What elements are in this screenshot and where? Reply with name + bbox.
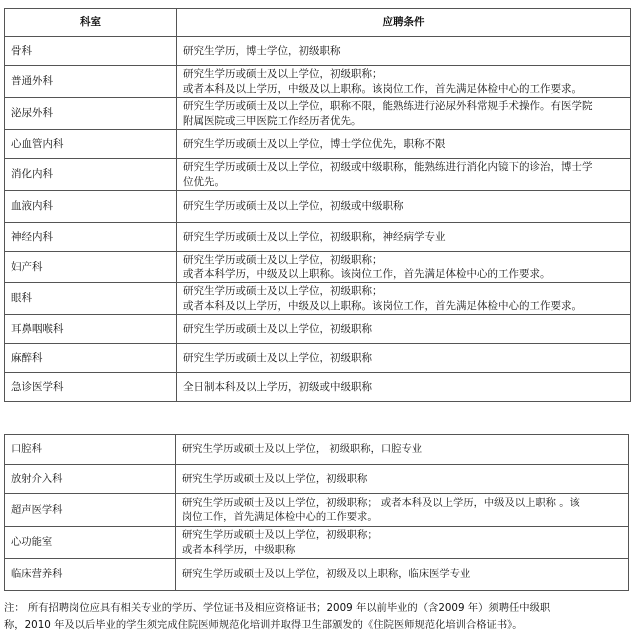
table-row — [5, 373, 631, 402]
requirement-line: 研究生学历或硕士及以上学位，初级职称； — [182, 529, 378, 541]
requirement-line: 位优先。 — [183, 175, 225, 188]
requirements-cell — [176, 465, 629, 494]
department-cell: 神经内科 — [5, 223, 177, 252]
table-row — [5, 494, 629, 527]
table-row — [5, 98, 631, 130]
requirement-line: 岗位工作，首先满足体检中心的工作要求。 — [182, 511, 378, 523]
recruitment-table-main — [4, 8, 631, 402]
requirement-line: 研究生学历或硕士及以上学位，初级或中级职称 — [183, 200, 404, 213]
header-department: 科室 — [5, 9, 177, 37]
requirement-line: 研究生学历或硕士及以上学位，初级职称，神经病学专业 — [183, 230, 446, 243]
table-row — [5, 559, 629, 591]
footnote-line: 称，2010 年及以后毕业的学生须完成住院医师规范化培训并取得卫生部颁发的《住院医师规范化培训合格证书》。 — [4, 619, 523, 631]
table-row — [5, 252, 631, 283]
requirement-line: 研究生学历或硕士及以上学位，初级职称； — [183, 253, 383, 266]
requirement-line: 研究生学历，博士学位，初级职称 — [183, 44, 341, 57]
requirement-line: 全日制本科及以上学历，初级或中级职称 — [183, 380, 372, 393]
table-row — [5, 223, 631, 252]
requirement-line: 研究生学历或硕士及以上学位，初级或中级职称，能熟练进行消化内镜下的诊治，博士学 — [183, 161, 593, 173]
requirement-line: 研究生学历或硕士及以上学位， 初级职称，口腔专业 — [182, 443, 423, 456]
table-row — [5, 315, 631, 344]
header-requirements: 应聘条件 — [177, 9, 631, 37]
requirements-cell — [177, 223, 631, 252]
department-cell: 妇产科 — [5, 252, 177, 283]
table-row — [5, 66, 631, 98]
table-row — [5, 435, 629, 465]
requirement-line: 研究生学历或硕士及以上学位，初级职称 — [183, 351, 372, 364]
department-cell: 急诊医学科 — [5, 373, 177, 402]
footnote — [4, 600, 630, 634]
requirements-cell — [176, 527, 629, 559]
department-cell: 放射介入科 — [5, 465, 176, 494]
table-row — [5, 130, 631, 159]
department-cell: 消化内科 — [5, 159, 177, 191]
department-cell: 血液内科 — [5, 191, 177, 223]
recruitment-table-continued — [4, 434, 629, 591]
requirements-cell — [176, 494, 629, 527]
department-cell: 麻醉科 — [5, 344, 177, 373]
requirement-line: 或者本科及以上学历，中级及以上职称。该岗位工作，首先满足体检中心的工作要求。 — [183, 299, 582, 312]
requirement-line: 研究生学历或硕士及以上学位，博士学位优先，职称不限 — [183, 137, 446, 150]
requirement-line: 或者本科学历，中级及以上职称。该岗位工作，首先满足体检中心的工作要求。 — [183, 268, 551, 280]
table-row — [5, 191, 631, 223]
table-row — [5, 37, 631, 66]
requirements-cell — [177, 344, 631, 373]
department-cell: 普通外科 — [5, 66, 177, 98]
requirement-line: 研究生学历或硕士及以上学位，职称不限，能熟练进行泌尿外科常规手术操作。有医学院 — [183, 100, 593, 112]
department-cell: 骨科 — [5, 37, 177, 66]
requirements-cell — [177, 98, 631, 130]
department-cell: 眼科 — [5, 283, 177, 315]
requirement-line: 或者本科学历，中级职称 — [182, 543, 296, 556]
department-cell: 耳鼻咽喉科 — [5, 315, 177, 344]
requirements-cell — [177, 37, 631, 66]
table-row — [5, 465, 629, 494]
requirements-cell — [177, 283, 631, 315]
requirements-cell — [177, 373, 631, 402]
requirements-cell — [177, 66, 631, 98]
department-cell: 心血管内科 — [5, 130, 177, 159]
requirement-line: 附属医院或三甲医院工作经历者优先。 — [183, 114, 362, 127]
requirements-cell — [177, 191, 631, 223]
department-cell: 超声医学科 — [5, 494, 176, 527]
requirements-cell — [176, 435, 629, 465]
table-row — [5, 283, 631, 315]
requirements-cell — [176, 559, 629, 591]
department-cell: 泌尿外科 — [5, 98, 177, 130]
requirement-line: 研究生学历或硕士及以上学位，初级及以上职称，临床医学专业 — [182, 568, 471, 581]
requirement-line: 研究生学历或硕士及以上学位，初级职称 — [182, 472, 368, 485]
department-cell: 心功能室 — [5, 527, 176, 559]
footnote-line: 注： 所有招聘岗位应具有相关专业的学历、学位证书及相应资格证书；2009 年以前毕业的（含2009 年）须聘任中级职 — [4, 602, 551, 614]
requirements-cell — [177, 315, 631, 344]
table-row — [5, 344, 631, 373]
requirements-cell — [177, 159, 631, 191]
requirement-line: 研究生学历或硕士及以上学位，初级职称； — [183, 68, 383, 80]
requirements-cell — [177, 252, 631, 283]
table-row — [5, 159, 631, 191]
requirement-line: 或者本科及以上学历，中级及以上职称。该岗位工作，首先满足体检中心的工作要求。 — [183, 82, 582, 95]
department-cell: 口腔科 — [5, 435, 176, 465]
requirement-line: 研究生学历或硕士及以上学位，初级职称； 或者本科及以上学历，中级及以上职称 。该 — [182, 496, 580, 509]
requirement-line: 研究生学历或硕士及以上学位，初级职称 — [183, 322, 372, 335]
requirements-cell — [177, 130, 631, 159]
department-cell: 临床营养科 — [5, 559, 176, 591]
table-row — [5, 527, 629, 559]
requirement-line: 研究生学历或硕士及以上学位，初级职称； — [183, 285, 383, 297]
